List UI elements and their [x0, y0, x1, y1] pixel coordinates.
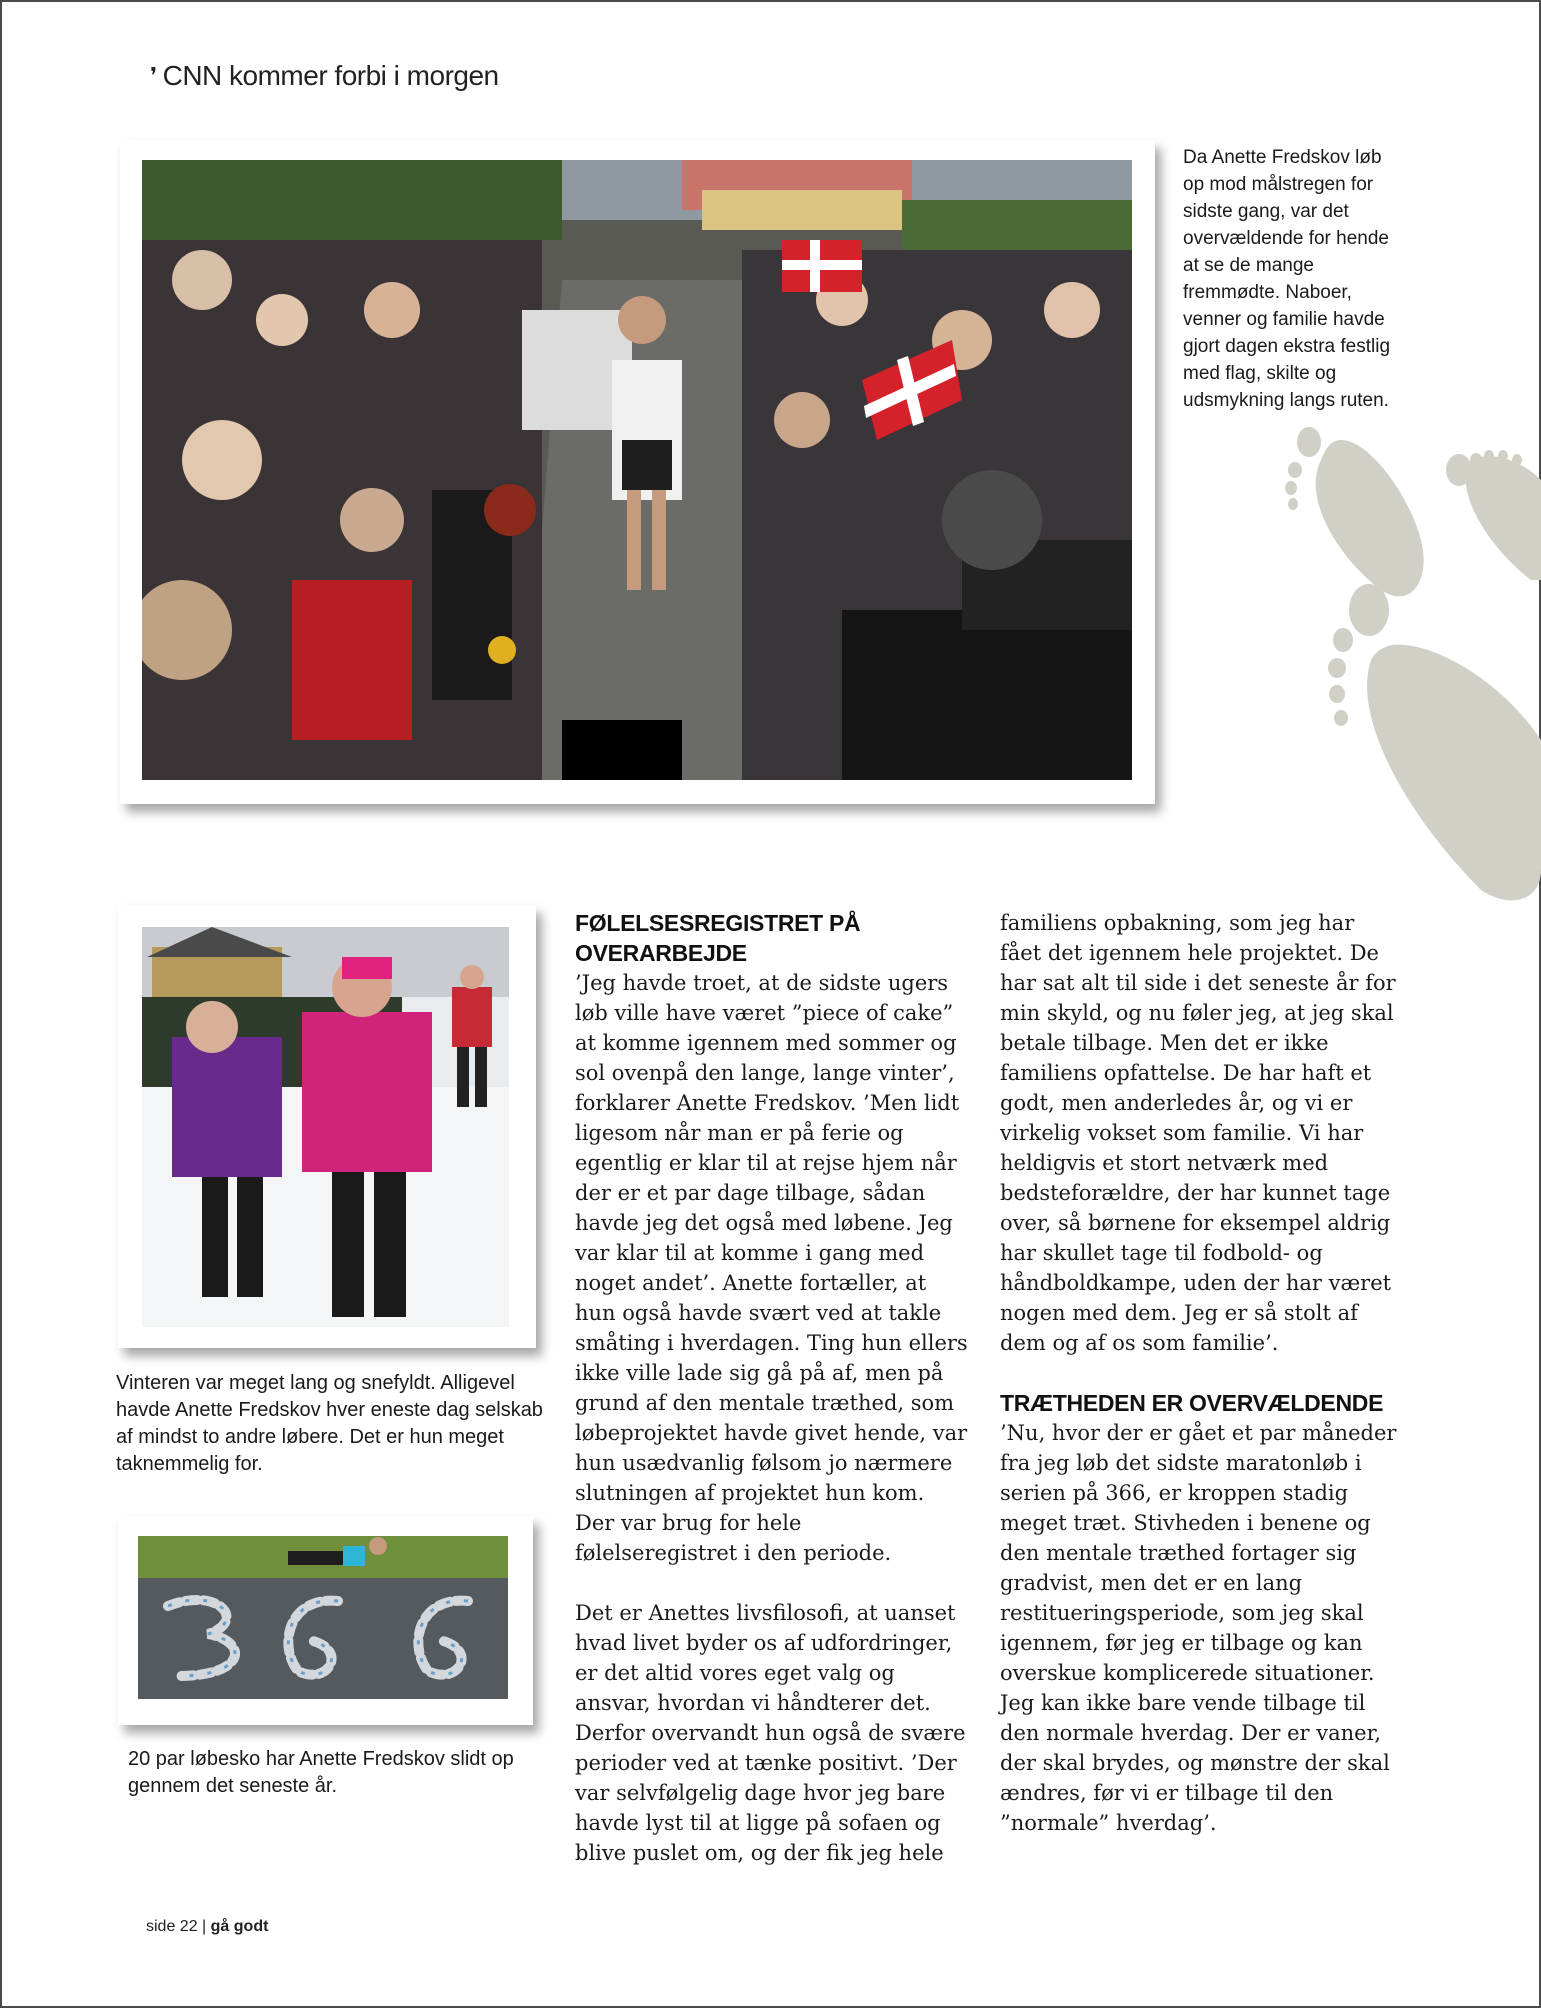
article-paragraph-4: ’Nu, hvor der er gået et par måneder fra jeg løb det sidste maratonløb i serien på 366, er kroppen stadig meget træt. Stivheden i benene og den mentale træthed fortager sig gradvist, men det er en lang restitueringsperiode, som jeg skal igennem, før jeg er tilbage og kan overskue komplicerede situationer. Jeg kan ikke bare vende tilbage til den normale hverdag. Der er vaner, der skal brydes, og mønstre der skal ændres, før vi er tilbage til den ”normale” hverdag’. — [1000, 1421, 1397, 1835]
page-header-title: CNN kommer forbi i morgen — [162, 60, 499, 91]
snow-photo-card — [118, 905, 536, 1348]
running-head — [150, 60, 499, 92]
main-photo-caption: Da Anette Fredskov løb op mod målstregen for sidste gang, var det overvældende for hende at se de mange fremmødte. Naboer, venner og familie havde gjort dagen ekstra festlig med flag, skilte og udsmykning langs ruten. — [1183, 147, 1391, 411]
snow-runners-photo — [142, 927, 509, 1327]
shoes-photo-caption: 20 par løbesko har Anette Fredskov slidt op gennem det seneste år. — [128, 1748, 514, 1797]
footprint-icon: ❜ — [150, 63, 157, 89]
footer-separator: | — [202, 1918, 207, 1935]
section-heading-1: FØLELSESREGISTRET PÅ OVERARBEJDE — [575, 910, 861, 966]
article-paragraph-3: familiens opbakning, som jeg har fået det igennem hele projektet. De har sat alt til side i det seneste år for min skyld, og nu føler jeg, at jeg skal betale tilbage. Men det er ikke familiens opfattelse. De har haft et godt, men anderledes år, og vi er virkelig vokset som familie. Vi har heldigvis et stort netværk med bedsteforældre, der har kunnet tage over, så børnene for eksempel aldrig har skullet tage til fodbold- og håndboldkampe, uden der har været nogen med dem. Jeg er så stolt af dem og af os som familie’. — [1000, 911, 1396, 1355]
magazine-name: gå godt — [210, 1918, 269, 1935]
section-heading-2: TRÆTHEDEN ER OVERVÆLDENDE — [1000, 1390, 1384, 1416]
main-photo-card — [120, 140, 1155, 804]
article-column-2 — [1000, 908, 1400, 1838]
article-paragraph-1: ’Jeg havde troet, at de sidste ugers løb ville have været ”piece of cake” at komme igennem med sommer og sol ovenpå den lange, lange vinter’, forklarer Anette Fredskov. ’Men lidt ligesom når man er på ferie og egentlig er klar til at rejse hjem når der er et par dage tilbage, sådan havde jeg det også med løbene. Jeg var klar til at komme i gang med noget andet’. Anette fortæller, at hun også havde svært ved at takle småting i hverdagen. Ting hun ellers ikke ville lade sig gå på af, men på grund af den mentale træthed, som løbeprojektet havde givet hende, var hun usædvanlig følsom jo nærmere slutningen af projektet hun kom. Der var brug for hele følelseregistret i den periode. — [575, 971, 968, 1565]
article-column-1 — [575, 908, 970, 1868]
page-number: side 22 — [146, 1918, 198, 1935]
footprints-decoration-icon — [1281, 420, 1541, 910]
shoes-photo-card — [118, 1516, 533, 1725]
article-paragraph-2: Det er Anettes livsfilosofi, at uanset hvad livet byder os af udfordringer, er det altid vores eget valg og ansvar, hvordan vi håndterer det. Derfor overvandt hun også de svære perioder ved at tænke positivt. ’Der var selvfølgelig dage hvor jeg bare havde lyst til at ligge på sofaen og blive puslet om, og der fik jeg hele — [575, 1601, 966, 1865]
finish-line-photo — [142, 160, 1132, 780]
snow-photo-caption: Vinteren var meget lang og snefyldt. Alligevel havde Anette Fredskov hver eneste dag selskab af mindst to andre løbere. Det er hun meget taknemmelig for. — [116, 1372, 543, 1475]
shoes-366-photo — [138, 1536, 508, 1699]
page-footer — [146, 1918, 268, 1936]
